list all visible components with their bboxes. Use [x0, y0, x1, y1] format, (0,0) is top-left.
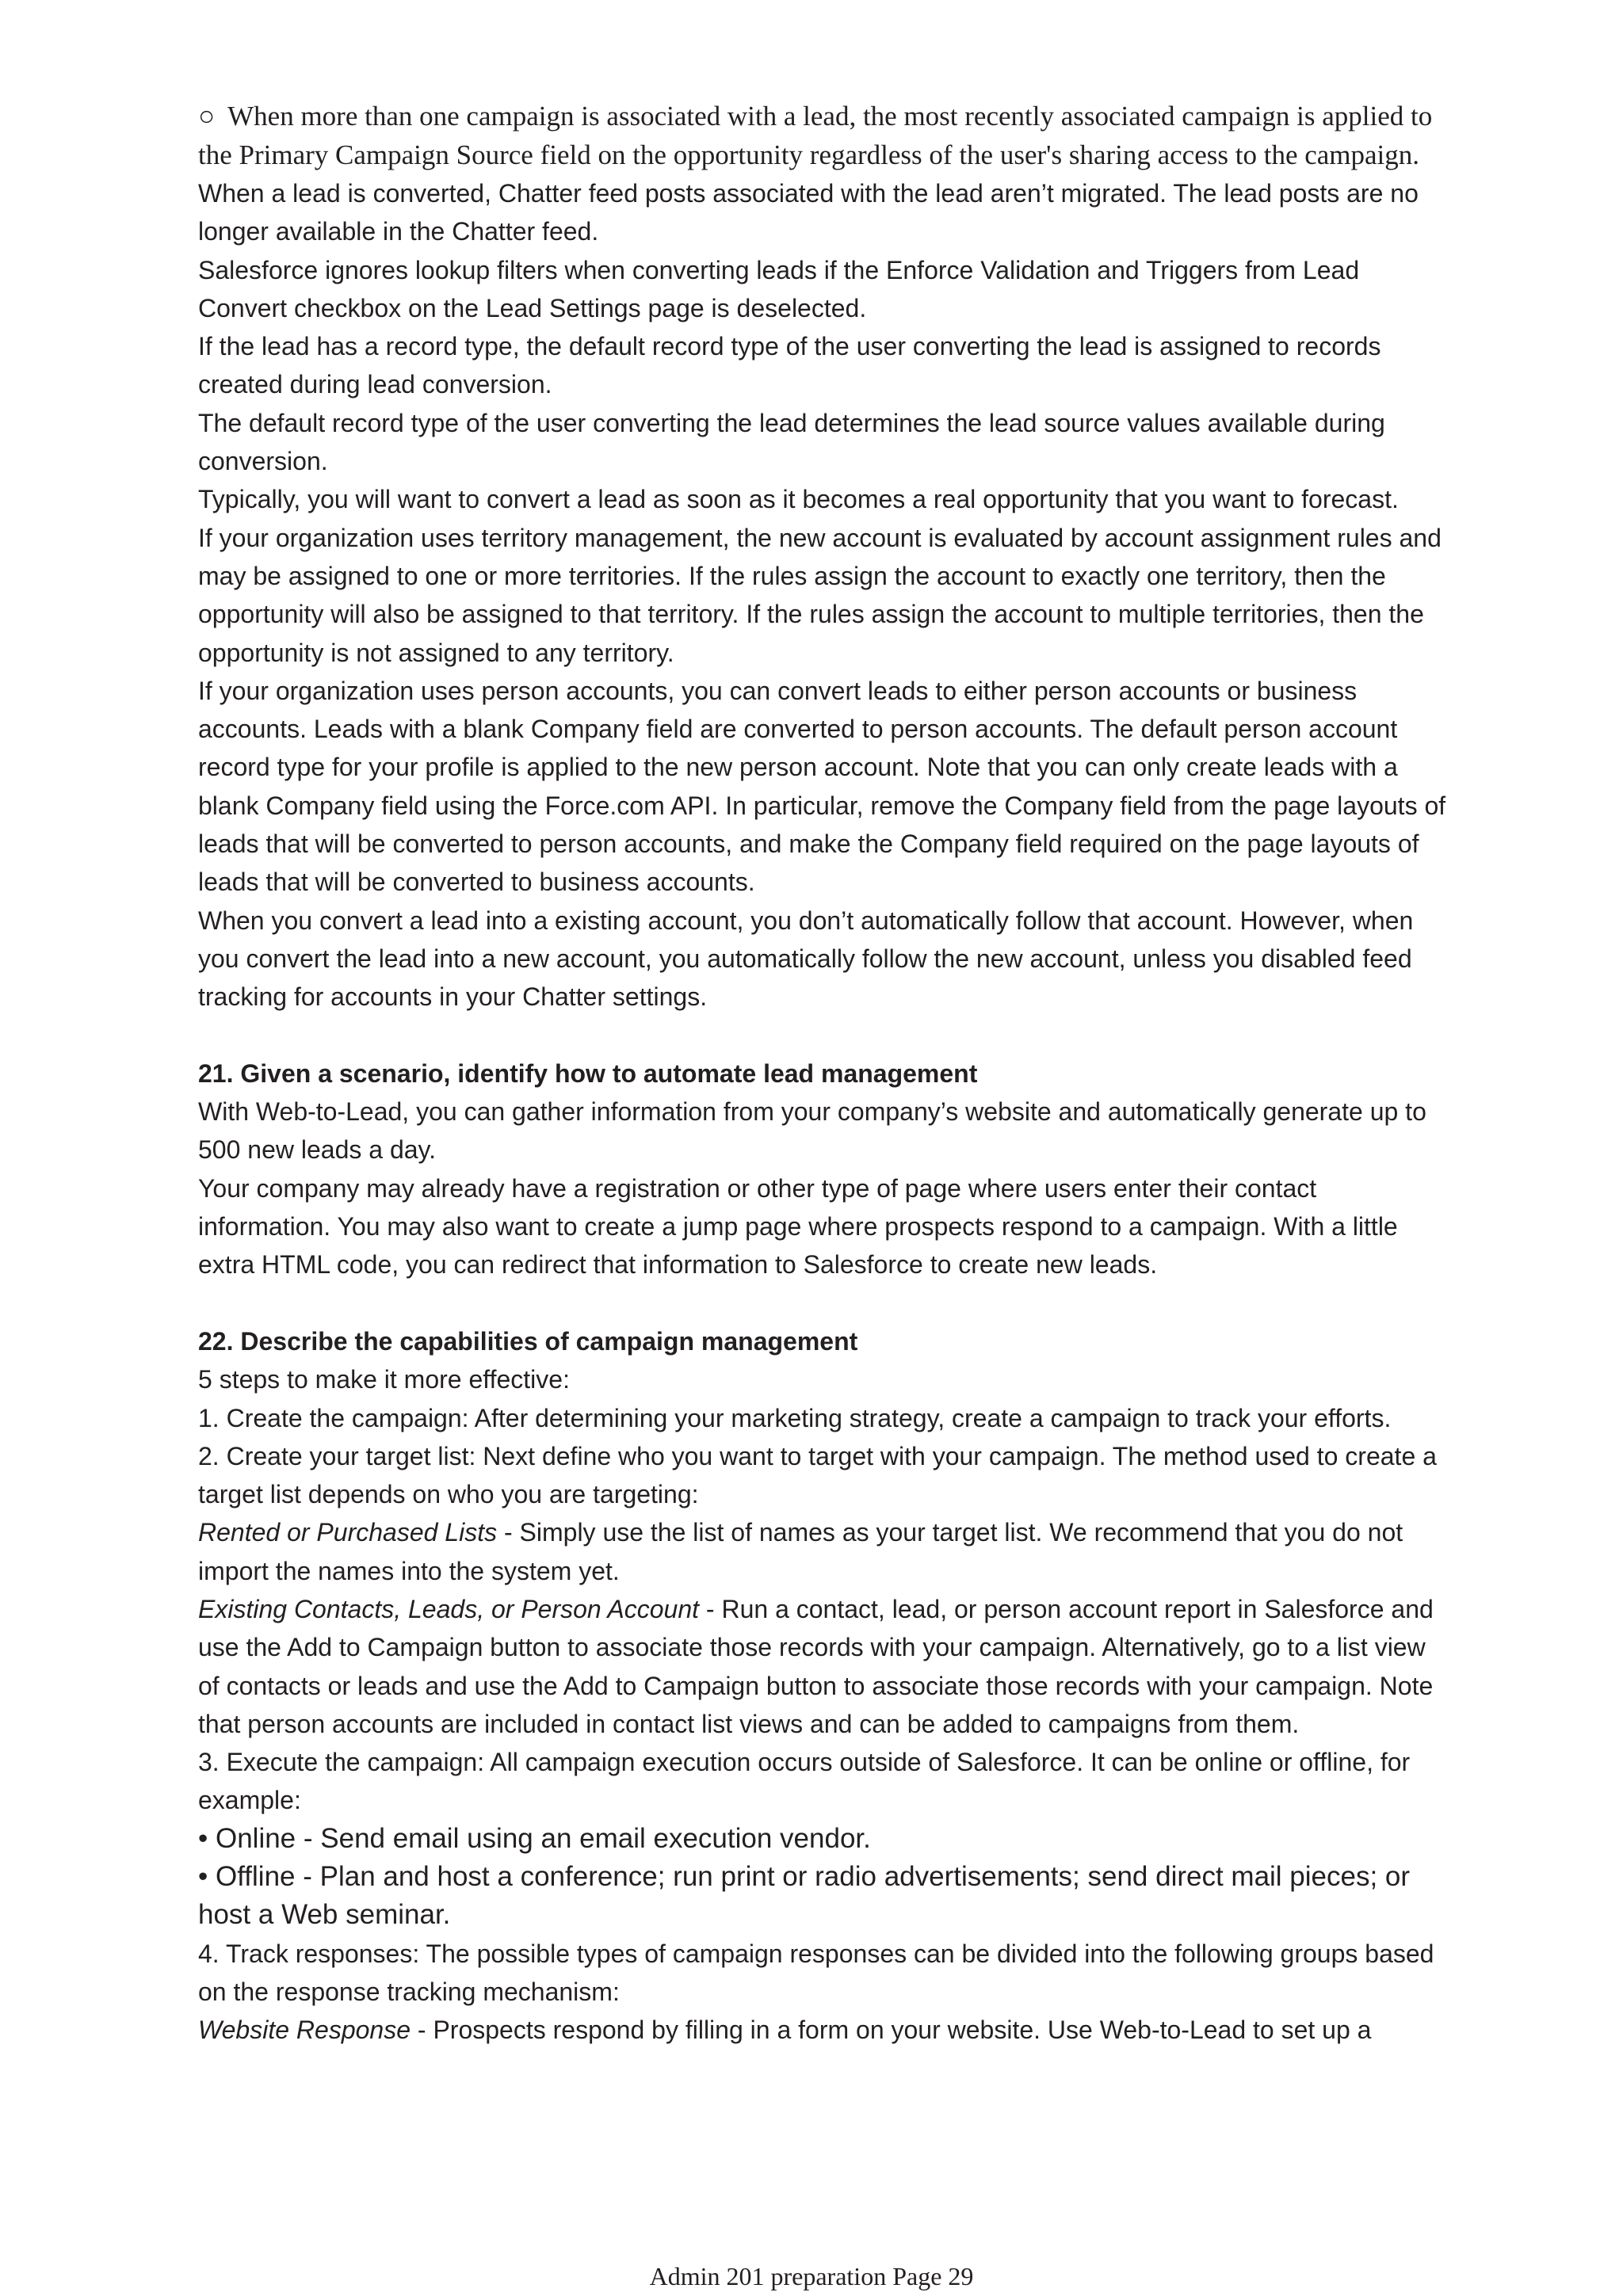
step-2: 2. Create your target list: Next define who you want to target with your campaign. The method used to create a target list depends on who you are targeting: — [198, 1441, 1437, 1509]
paragraph-registration-page: Your company may already have a registration or other type of page where users enter their contact information. You may also want to create a jump page where prospects respond to a campaign. With a little extra HTML code, you can redirect that information to Salesforce to create new leads. — [198, 1173, 1398, 1280]
online-bullet: • Online - Send email using an email execution vendor. — [198, 1822, 871, 1854]
paragraph-record-type: If the lead has a record type, the default record type of the user converting the lead is assigned to records created during lead conversion. — [198, 332, 1381, 399]
spacer — [198, 1284, 1450, 1322]
step-3: 3. Execute the campaign: All campaign execution occurs outside of Salesforce. It can be online or offline, for example: — [198, 1748, 1411, 1815]
section-21-heading: 21. Given a scenario, identify how to automate lead management — [198, 1058, 978, 1088]
paragraph-territory-management: If your organization uses territory management, the new account is evaluated by account assignment rules and may be assigned to one or more territories. If the rules assign the account to exactly one territory, then the opportunity will also be assigned to that territory. If the rules assign the account to multiple territories, then the opportunity is not assigned to any territory. — [198, 523, 1442, 667]
paragraph-chatter-posts: When a lead is converted, Chatter feed posts associated with the lead aren’t migrated. The lead posts are no longer available in the Chatter feed. — [198, 179, 1419, 246]
campaign-source-note — [198, 97, 1450, 174]
rented-lists-item — [198, 1513, 1450, 1590]
existing-contacts-term: Existing Contacts, Leads, or Person Account — [198, 1594, 700, 1623]
section-22-heading: 22. Describe the capabilities of campaign management — [198, 1326, 858, 1356]
step-1: 1. Create the campaign: After determining your marketing strategy, create a campaign to track your efforts. — [198, 1403, 1392, 1432]
hollow-bullet-icon: ○ — [198, 101, 216, 132]
paragraph-lookup-filters: Salesforce ignores lookup filters when converting leads if the Enforce Validation and Triggers from Lead Convert checkbox on the Lead Settings page is deselected. — [198, 255, 1360, 322]
step-4: 4. Track responses: The possible types of campaign responses can be divided into the following groups based on the response tracking mechanism: — [198, 1939, 1434, 2006]
document-page — [198, 97, 1450, 2050]
page-footer: Admin 201 preparation Page 29 — [649, 2262, 974, 2290]
rented-lists-term: Rented or Purchased Lists — [198, 1518, 498, 1547]
spacer — [198, 1016, 1450, 1055]
existing-contacts-text: - Run a contact, lead, or person account report in Salesforce and use the Add to Campaign button to associate those records with your campaign. Alternatively, go to a list view of contacts or leads and use the Add to Campaign button to associate those records with your campaign. Note that person accounts are included in contact list views and can be added to campaigns from them. — [198, 1594, 1434, 1738]
existing-contacts-item — [198, 1590, 1450, 1743]
paragraph-lead-source-values: The default record type of the user converting the lead determines the lead source values available during conversion. — [198, 408, 1385, 476]
offline-bullet: • Offline - Plan and host a conference; run print or radio advertisements; send direct mail pieces; or host a Web seminar. — [198, 1861, 1411, 1931]
rented-lists-text: - Simply use the list of names as your target list. We recommend that you do not import the names into the system yet. — [198, 1518, 1403, 1585]
paragraph-person-accounts: If your organization uses person accounts, you can convert leads to either person accounts or business accounts. Leads with a blank Company field are converted to person accounts. The default person account record type for your profile is applied to the new person account. Note that you can only create leads with a blank Company field using the Force.com API. In particular, remove the Company field from the page layouts of leads that will be converted to person accounts, and make the Company field required on the page layouts of leads that will be converted to business accounts. — [198, 676, 1446, 897]
campaign-source-note-text: When more than one campaign is associated with a lead, the most recently associated campaign is applied to the Primary Campaign Source field on the opportunity regardless of the user's sharing access to the campaign. — [198, 101, 1433, 170]
paragraph-web-to-lead: With Web-to-Lead, you can gather information from your company’s website and automatically generate up to 500 new leads a day. — [198, 1097, 1426, 1165]
website-response-item — [198, 2011, 1450, 2049]
website-response-text: - Prospects respond by filling in a form on your website. Use Web-to-Lead to set up a — [411, 2016, 1372, 2045]
steps-intro: 5 steps to make it more effective: — [198, 1365, 570, 1394]
website-response-term: Website Response — [198, 2016, 411, 2045]
paragraph-follow-account: When you convert a lead into a existing account, you don’t automatically follow that account. However, when you convert the lead into a new account, you automatically follow the new account, unless you disabled feed tracking for accounts in your Chatter settings. — [198, 906, 1414, 1012]
paragraph-convert-timing: Typically, you will want to convert a lead as soon as it becomes a real opportunity that you want to forecast. — [198, 485, 1399, 514]
